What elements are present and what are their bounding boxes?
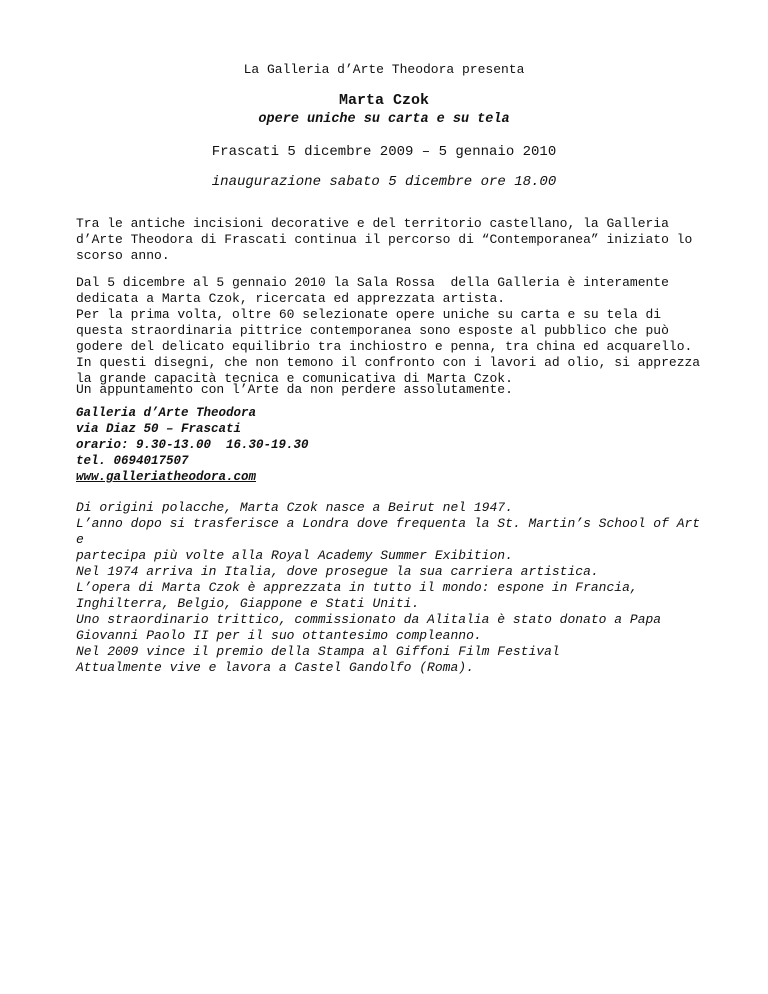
inauguration-line: inaugurazione sabato 5 dicembre ore 18.00 <box>211 174 557 190</box>
contact-block <box>76 405 716 485</box>
bio-line: L’opera di Marta Czok è apprezzata in tutto il mondo: espone in Francia, <box>76 580 638 595</box>
exhibition-dates: Frascati 5 dicembre 2009 – 5 gennaio 2010 <box>211 144 557 160</box>
closing-line: Un appuntamento con l’Arte da non perdere assolutamente. <box>76 382 513 397</box>
bio-line: L’anno dopo si trasferisce a Londra dove frequenta la St. Martin’s School of Art <box>76 516 701 531</box>
intro-paragraph <box>76 216 716 264</box>
gallery-website-link[interactable]: www.galleriatheodora.com <box>76 470 257 484</box>
body-line: la grande capacità tecnica e comunicativa di Marta Czok. <box>76 371 513 386</box>
artist-name: Marta Czok <box>338 92 429 109</box>
body-line: In questi disegni, che non temono il confronto con i lavori ad olio, si apprezza <box>76 355 701 370</box>
body-line: dedicata a Marta Czok, ricercata ed apprezzata artista. <box>76 291 506 306</box>
intro-line: scorso anno. <box>76 248 170 263</box>
exhibition-subtitle: opere uniche su carta e su tela <box>258 112 510 127</box>
gallery-name: Galleria d’Arte Theodora <box>76 406 257 420</box>
intro-line: Tra le antiche incisioni decorative e del territorio castellano, la Galleria <box>76 216 669 231</box>
bio-line: Inghilterra, Belgio, Giappone e Stati Uniti. <box>76 596 420 611</box>
body-line: godere del delicato equilibrio tra inchiostro e penna, tra china ed acquarello. <box>76 339 693 354</box>
gallery-phone: tel. 0694017507 <box>76 454 189 468</box>
bio-line: e <box>76 532 84 547</box>
bio-line: Di origini polacche, Marta Czok nasce a Beirut nel 1947. <box>76 500 513 515</box>
intro-line: d’Arte Theodora di Frascati continua il percorso di “Contemporanea” iniziato lo <box>76 232 693 247</box>
bio-line: Giovanni Paolo II per il suo ottantesimo compleanno. <box>76 628 482 643</box>
body-paragraph <box>76 275 716 387</box>
body-line: Dal 5 dicembre al 5 gennaio 2010 la Sala Rossa della Galleria è interamente <box>76 275 669 290</box>
bio-line: partecipa più volte alla Royal Academy Summer Exibition. <box>76 548 513 563</box>
body-line: Per la prima volta, oltre 60 selezionate opere uniche su carta e su tela di <box>76 307 662 322</box>
gallery-address: via Diaz 50 – Frascati <box>76 422 242 436</box>
gallery-hours: orario: 9.30-13.00 16.30-19.30 <box>76 438 309 452</box>
bio-line: Uno straordinario trittico, commissionato da Alitalia è stato donato a Papa <box>76 612 662 627</box>
bio-line: Attualmente vive e lavora a Castel Gandolfo (Roma). <box>76 660 474 675</box>
bio-line: Nel 1974 arriva in Italia, dove prosegue la sua carriera artistica. <box>76 564 599 579</box>
presenta-line: La Galleria d’Arte Theodora presenta <box>243 62 525 77</box>
bio-line: Nel 2009 vince il premio della Stampa al Giffoni Film Festival <box>76 644 560 659</box>
body-line: questa straordinaria pittrice contemporanea sono esposte al pubblico che può <box>76 323 669 338</box>
bio-paragraph <box>76 500 716 676</box>
